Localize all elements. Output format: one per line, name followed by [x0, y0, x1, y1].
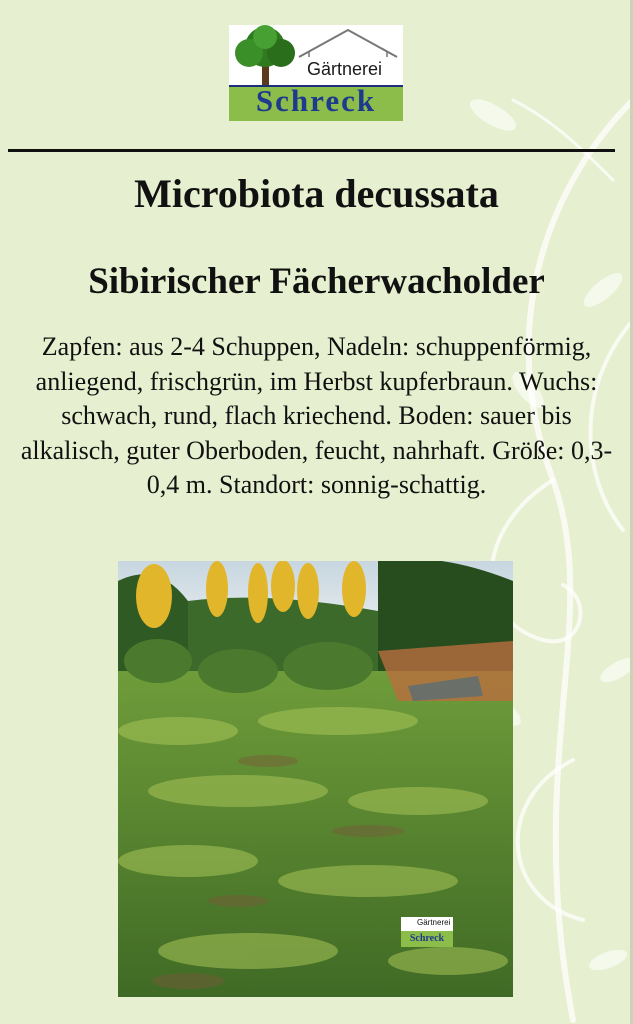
photo-watermark-logo [401, 917, 453, 947]
garden-scene-illustration [118, 561, 513, 997]
plant-photo [118, 561, 513, 997]
nursery-logo [229, 25, 403, 121]
logo-top-text: Gärtnerei [307, 59, 383, 79]
plant-description: Zapfen: aus 2-4 Schuppen, Nadeln: schuppenförmig, anliegend, frischgrün, im Herbst kupferbraun. Wuchs: schwach, rund, flach kriechend. Boden: sauer bis alkalisch, guter Oberboden, feucht, nahrhaft. Größe: 0,3-0,4 m. Standort: sonnig-schattig. [20, 332, 613, 499]
tree-icon [229, 25, 303, 87]
logo-brand-name: Schreck [255, 83, 377, 118]
divider-line [8, 149, 615, 152]
photo-watermark-brand: Schreck [401, 931, 453, 947]
common-name-title: Sibirischer Fächerwacholder [88, 261, 545, 302]
greenhouse-icon [295, 27, 401, 61]
latin-name-title: Microbiota decussata [134, 171, 499, 216]
photo-watermark-top-text: Gärtnerei [417, 918, 451, 927]
